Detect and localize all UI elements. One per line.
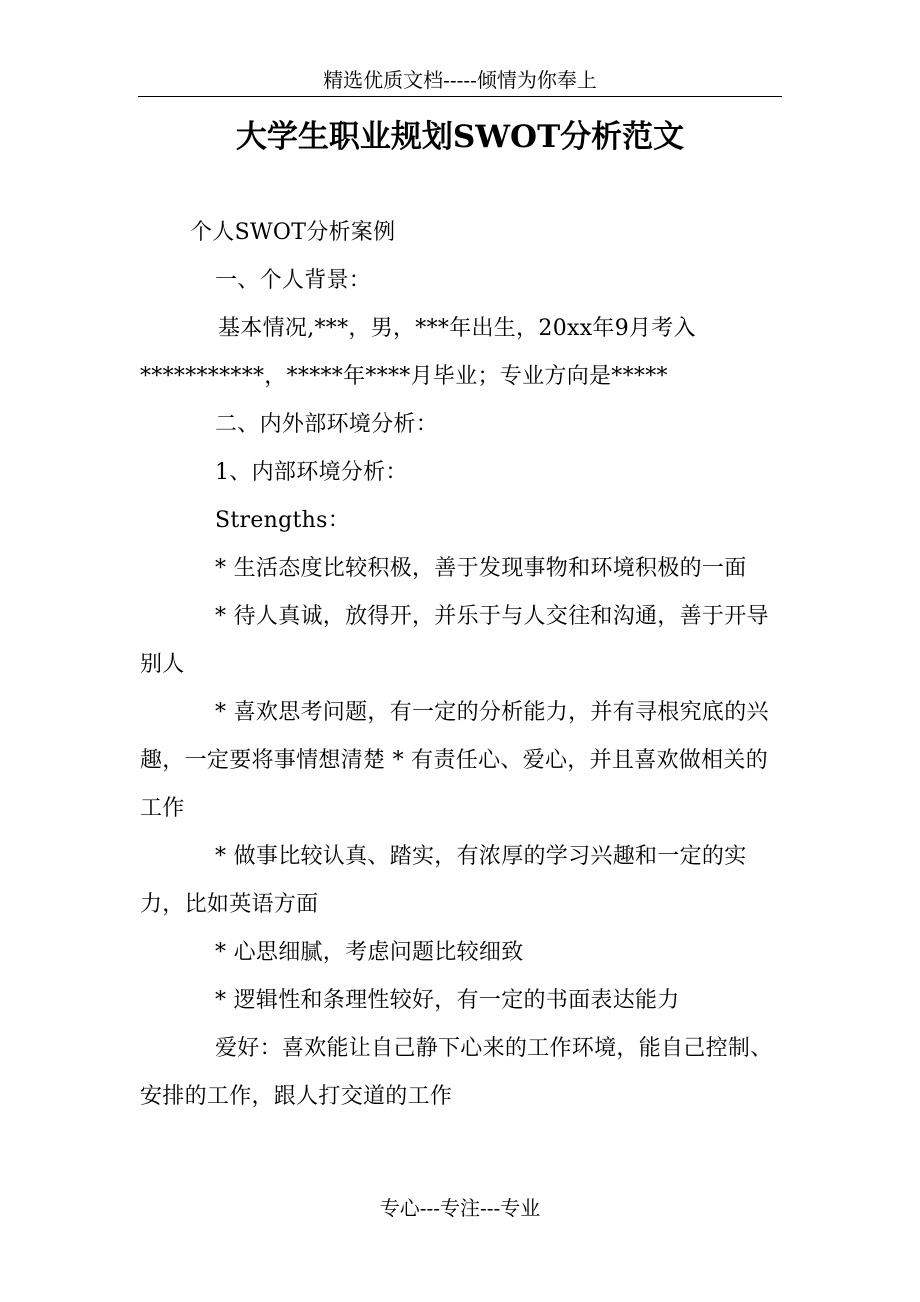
page-footer: 专心---专注---专业 bbox=[379, 1196, 541, 1220]
page-header: 精选优质文档-----倾情为你奉上 bbox=[323, 68, 597, 92]
paragraph-strength-1: * 生活态度比较积极，善于发现事物和环境积极的一面 bbox=[215, 556, 747, 581]
paragraph-basic-info: 基本情况,***，男，***年出生，20xx年9月考入***********，*****年****月毕业；专业方向是***** bbox=[140, 316, 696, 389]
header-divider bbox=[138, 96, 782, 97]
paragraph-section-2: 二、内外部环境分析： bbox=[215, 412, 439, 437]
paragraph-strength-3: * 喜欢思考问题，有一定的分析能力，并有寻根究底的兴趣，一定要将事情想清楚 * 有责任心、爱心，并且喜欢做相关的工作 bbox=[140, 700, 769, 821]
paragraph-strength-5: * 心思细腻，考虑问题比较细致 bbox=[215, 940, 524, 965]
document-title: 大学生职业规划SWOT分析范文 bbox=[235, 119, 685, 155]
paragraph-strength-4: * 做事比较认真、踏实，有浓厚的学习兴趣和一定的实力，比如英语方面 bbox=[140, 844, 747, 917]
paragraph-case-heading: 个人SWOT分析案例 bbox=[190, 220, 396, 245]
paragraph-strength-2: * 待人真诚，放得开，并乐于与人交往和沟通，善于开导别人 bbox=[140, 604, 769, 677]
paragraph-subsection-1: 1、内部环境分析： bbox=[215, 460, 408, 485]
paragraph-section-1: 一、个人背景： bbox=[215, 268, 372, 293]
paragraph-strength-6: * 逻辑性和条理性较好，有一定的书面表达能力 bbox=[215, 988, 680, 1013]
document-body bbox=[140, 209, 782, 1121]
paragraph-strengths-label: Strengths： bbox=[215, 508, 350, 533]
paragraph-hobbies: 爱好：喜欢能让自己静下心来的工作环境，能自己控制、安排的工作，跟人打交道的工作 bbox=[140, 1036, 773, 1109]
